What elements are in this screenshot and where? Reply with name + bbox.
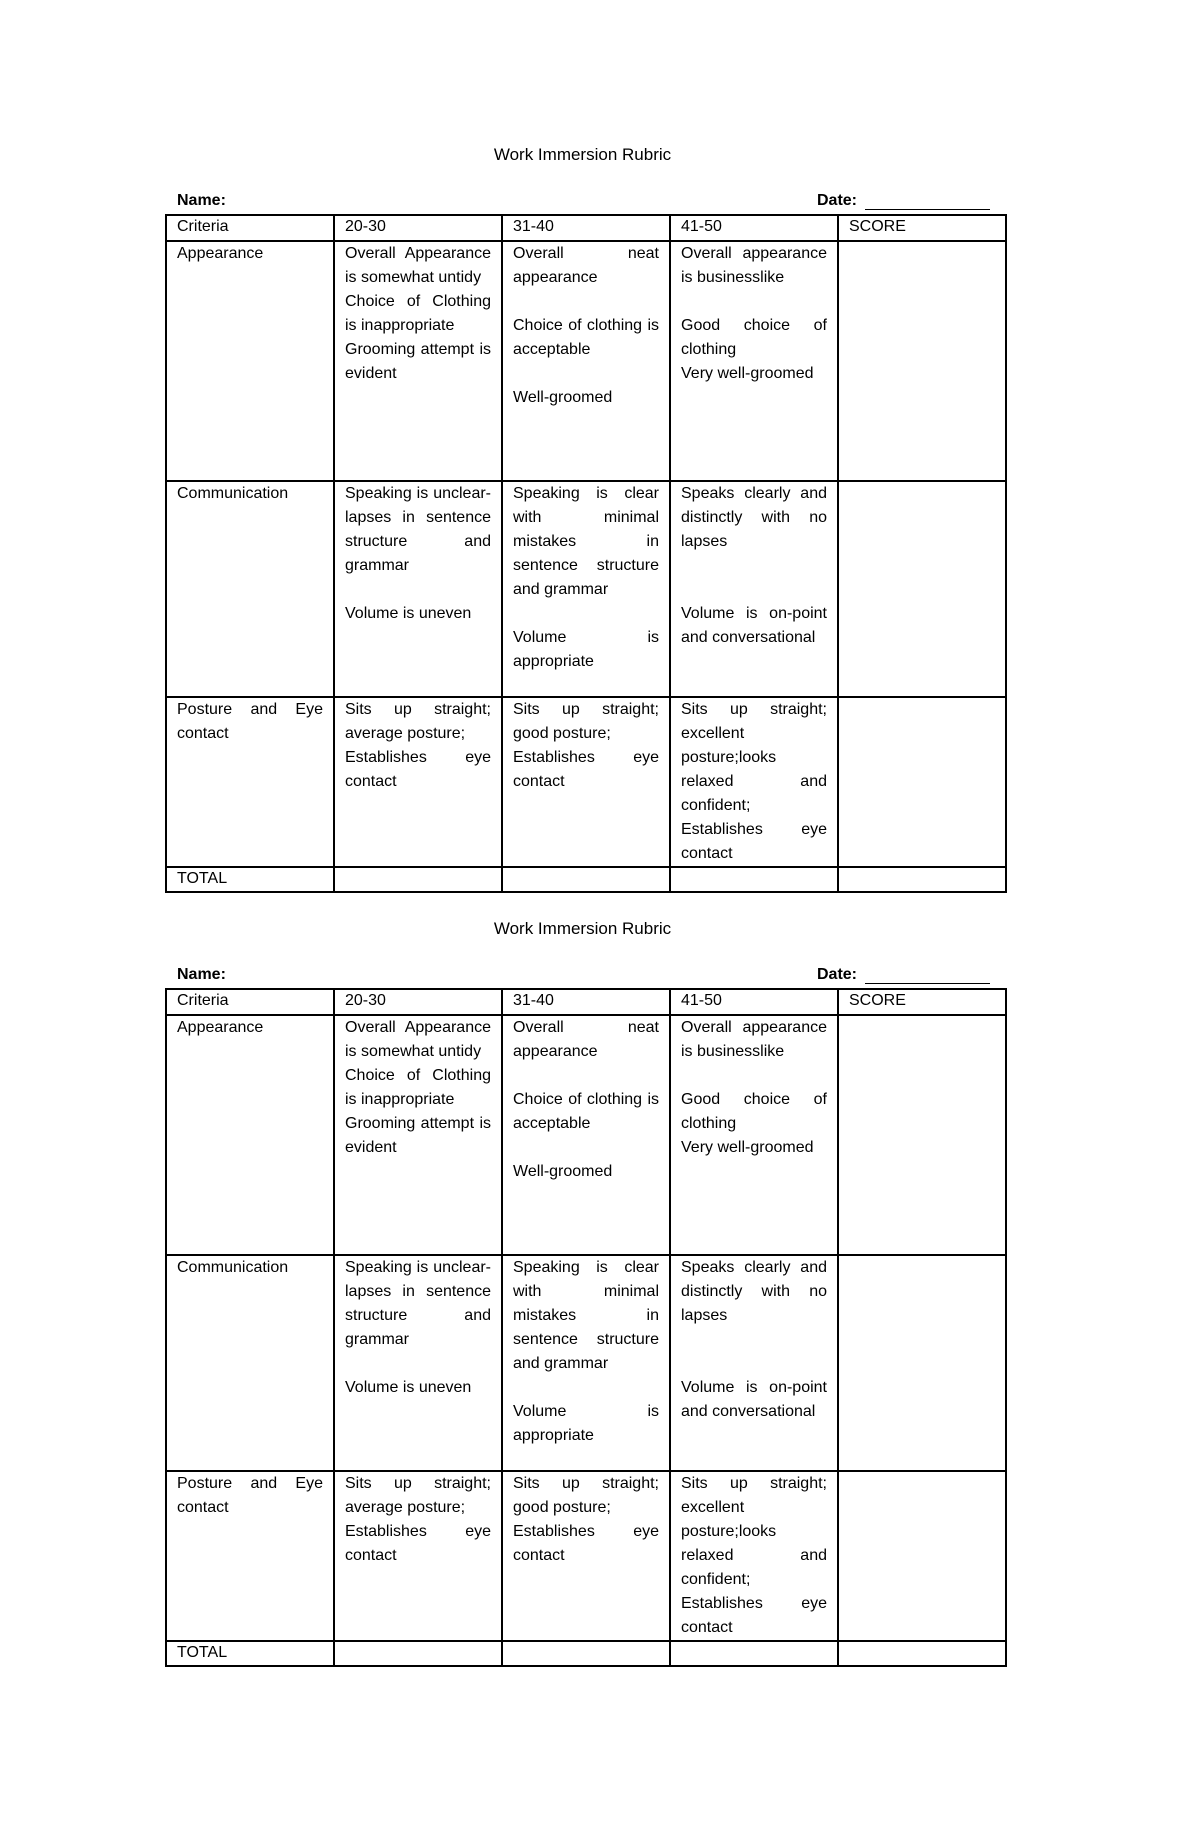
criteria-cell: Posture and Eye contact: [166, 697, 334, 867]
total-cell[interactable]: [502, 1641, 670, 1666]
rubric-title: Work Immersion Rubric: [493, 145, 672, 164]
header-41-50: 41-50: [670, 215, 838, 241]
score-cell[interactable]: [838, 1471, 1006, 1641]
level-20-30-cell: Overall Appearance is somewhat untidy Choice of Clothing is inappropriate Grooming attempt is evident: [334, 241, 502, 481]
total-cell[interactable]: [334, 1641, 502, 1666]
level-31-40-cell: Overall neat appearance Choice of clothing is acceptable Well-groomed: [502, 1015, 670, 1255]
level-20-30-cell: Speaking is unclear-lapses in sentence structure and grammar Volume is uneven: [334, 1255, 502, 1471]
level-31-40-cell: Sits up straight; good posture; Establishes eye contact: [502, 1471, 670, 1641]
header-row: [166, 989, 1006, 1015]
rubric-table: [165, 214, 1007, 893]
total-cell[interactable]: [334, 867, 502, 892]
header-score: SCORE: [838, 215, 1006, 241]
name-label: Name:: [177, 192, 226, 209]
table-row: [166, 1471, 1006, 1641]
rubric-1: [165, 144, 1005, 893]
header-41-50: 41-50: [670, 989, 838, 1015]
level-20-30-cell: Speaking is unclear-lapses in sentence structure and grammar Volume is uneven: [334, 481, 502, 697]
rubric-table: [165, 988, 1007, 1667]
header-criteria: Criteria: [166, 989, 334, 1015]
name-date-row: [165, 964, 1005, 988]
level-31-40-cell: Speaking is clear with minimal mistakes in sentence structure and grammar Volume is appropriate: [502, 1255, 670, 1471]
level-31-40-cell: Sits up straight; good posture; Establishes eye contact: [502, 697, 670, 867]
header-31-40: 31-40: [502, 989, 670, 1015]
header-criteria: Criteria: [166, 215, 334, 241]
total-cell[interactable]: [502, 867, 670, 892]
header-row: [166, 215, 1006, 241]
score-cell[interactable]: [838, 481, 1006, 697]
header-20-30: 20-30: [334, 989, 502, 1015]
criteria-cell: Appearance: [166, 1015, 334, 1255]
table-row: [166, 481, 1006, 697]
total-cell[interactable]: [670, 867, 838, 892]
total-cell[interactable]: [670, 1641, 838, 1666]
table-row: [166, 697, 1006, 867]
level-31-40-cell: Speaking is clear with minimal mistakes in sentence structure and grammar Volume is appropriate: [502, 481, 670, 697]
total-label: TOTAL: [166, 1641, 334, 1666]
score-cell[interactable]: [838, 241, 1006, 481]
score-cell[interactable]: [838, 697, 1006, 867]
criteria-cell: Communication: [166, 481, 334, 697]
table-row: [166, 241, 1006, 481]
level-41-50-cell: Overall appearance is businesslike Good choice of clothing Very well-groomed: [670, 1015, 838, 1255]
name-date-row: [165, 190, 1005, 214]
level-20-30-cell: Sits up straight; average posture; Establishes eye contact: [334, 1471, 502, 1641]
total-score-cell[interactable]: [838, 1641, 1006, 1666]
date-line: [865, 209, 990, 210]
total-label: TOTAL: [166, 867, 334, 892]
level-20-30-cell: Sits up straight; average posture; Establishes eye contact: [334, 697, 502, 867]
level-41-50-cell: Sits up straight; excellent posture;looks relaxed and confident; Establishes eye contact: [670, 1471, 838, 1641]
header-31-40: 31-40: [502, 215, 670, 241]
date-label: Date:: [817, 966, 858, 983]
criteria-cell: Appearance: [166, 241, 334, 481]
level-41-50-cell: Sits up straight; excellent posture;looks relaxed and confident; Establishes eye contact: [670, 697, 838, 867]
date-label: Date:: [817, 192, 858, 209]
level-20-30-cell: Overall Appearance is somewhat untidy Choice of Clothing is inappropriate Grooming attempt is evident: [334, 1015, 502, 1255]
score-cell[interactable]: [838, 1015, 1006, 1255]
table-row: [166, 1255, 1006, 1471]
score-cell[interactable]: [838, 1255, 1006, 1471]
criteria-cell: Communication: [166, 1255, 334, 1471]
name-label: Name:: [177, 966, 226, 983]
level-41-50-cell: Speaks clearly and distinctly with no lapses Volume is on-point and conversational: [670, 481, 838, 697]
header-20-30: 20-30: [334, 215, 502, 241]
date-line: [865, 983, 990, 984]
level-41-50-cell: Overall appearance is businesslike Good choice of clothing Very well-groomed: [670, 241, 838, 481]
level-31-40-cell: Overall neat appearance Choice of clothing is acceptable Well-groomed: [502, 241, 670, 481]
total-score-cell[interactable]: [838, 867, 1006, 892]
table-row: [166, 1015, 1006, 1255]
total-row: [166, 1641, 1006, 1666]
criteria-cell: Posture and Eye contact: [166, 1471, 334, 1641]
level-41-50-cell: Speaks clearly and distinctly with no lapses Volume is on-point and conversational: [670, 1255, 838, 1471]
total-row: [166, 867, 1006, 892]
rubric-2: [165, 918, 1005, 1667]
header-score: SCORE: [838, 989, 1006, 1015]
rubric-title: Work Immersion Rubric: [493, 919, 672, 938]
